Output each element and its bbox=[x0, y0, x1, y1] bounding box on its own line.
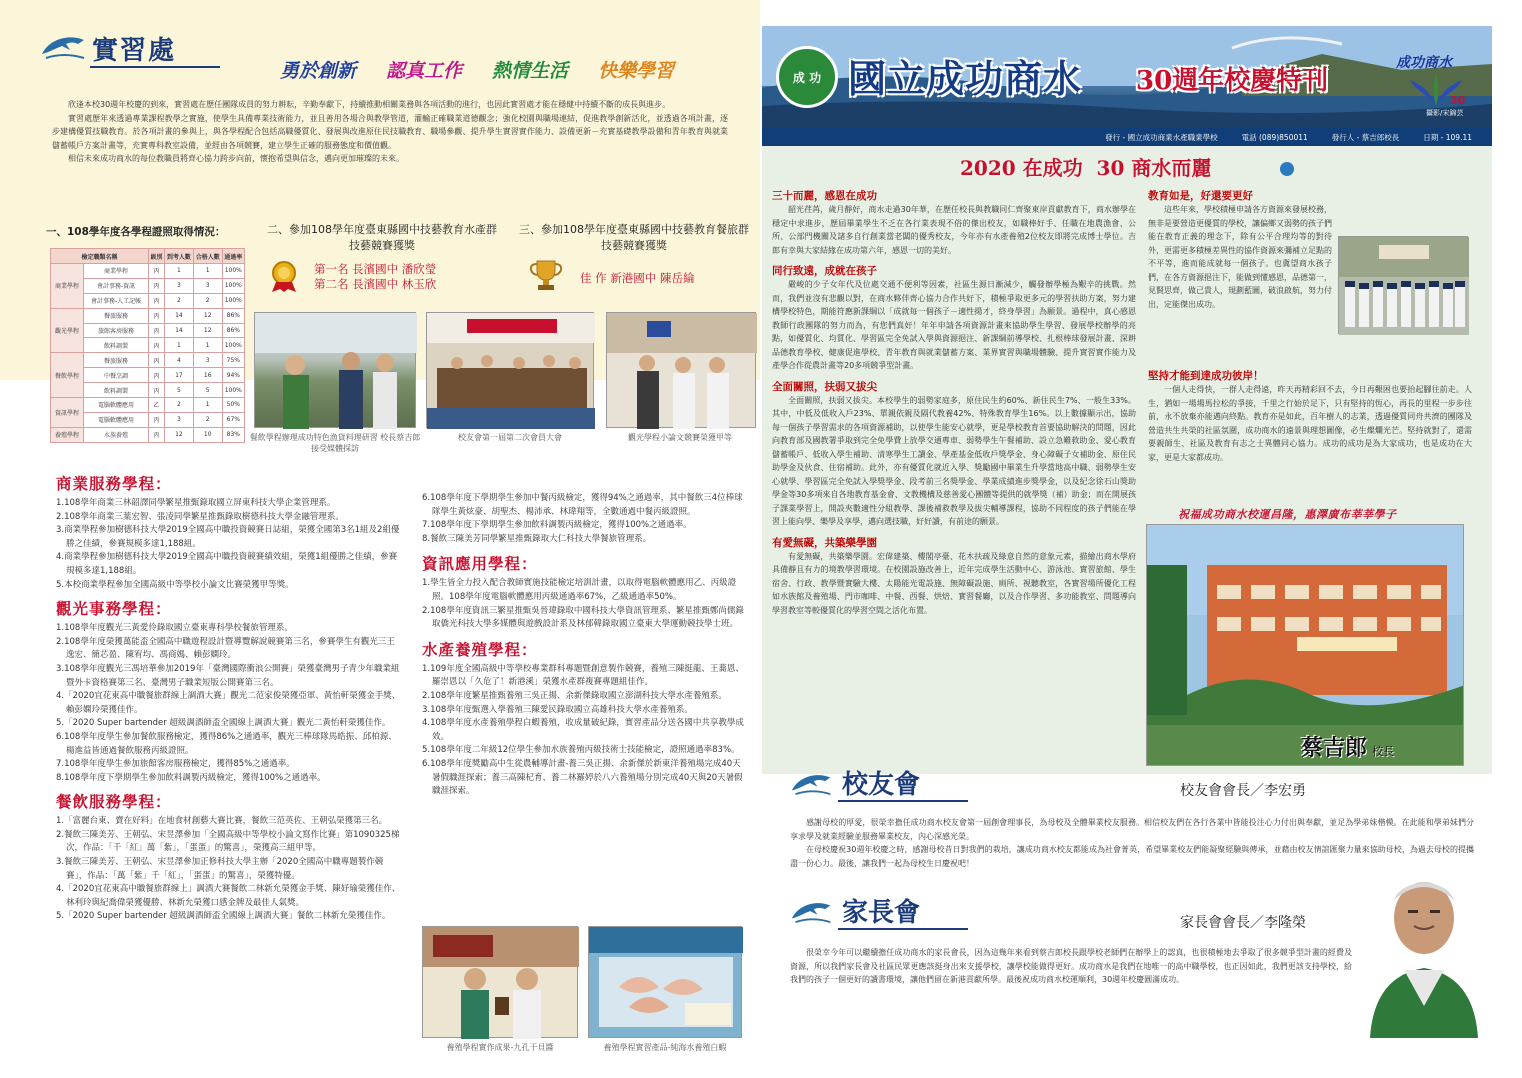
table-cell: 1 bbox=[165, 264, 194, 279]
emblem-text: 成功商水 bbox=[1396, 55, 1452, 71]
table-cell: 飲料調製 bbox=[84, 338, 149, 353]
table-cell: 丙 bbox=[149, 323, 165, 338]
date: 日期 - 109.11 bbox=[1423, 132, 1472, 142]
intro-paragraph-1: 欣逢本校30週年校慶的到來，實習處在歷任團隊成員的努力耕耘，辛勤奉獻下，持續推動相關業務與各項活動的進行，也因此實習處才能在穩健中持續不斷的成長與進步。 bbox=[68, 100, 671, 109]
feature-column-3 bbox=[1148, 368, 1472, 464]
table-row bbox=[51, 427, 245, 442]
table-cell: 丙 bbox=[149, 412, 165, 427]
practice-office-title-block bbox=[40, 30, 200, 70]
table-cell: 86% bbox=[222, 308, 244, 323]
slogan-3: 熱情生活 bbox=[492, 60, 569, 82]
cert-col-header: 到考人數 bbox=[165, 249, 194, 264]
alumni-title-block bbox=[790, 764, 970, 806]
feature-section-title: 三十而麗，感恩在成功 bbox=[772, 190, 877, 202]
parents-title: 家長會 bbox=[842, 898, 921, 928]
cert-col-header: 檢定職類名稱 bbox=[51, 249, 149, 264]
table-cell: 100% bbox=[222, 338, 244, 353]
info-title: 資訊應用學程： bbox=[422, 555, 538, 574]
parents-chair: 家長會會長／李隆榮 bbox=[1180, 915, 1306, 931]
slogans bbox=[280, 56, 720, 86]
competition3-heading: 三、參加108學年度臺東縣國中技藝教育餐旅群技藝競賽獲獎 bbox=[519, 223, 749, 252]
table-cell: 2 bbox=[165, 398, 194, 413]
table-cell: 50% bbox=[222, 398, 244, 413]
cert-col-header: 合格人數 bbox=[193, 249, 222, 264]
masthead bbox=[762, 26, 1492, 128]
table-cell: 餐飲學程 bbox=[51, 353, 84, 398]
cert-table-body bbox=[51, 264, 245, 443]
phone: 電話 (089)850011 bbox=[1241, 132, 1308, 142]
competition2-heading: 二、參加108學年度臺東縣國中技藝教育水產群技藝競賽獲獎 bbox=[267, 223, 497, 252]
feature-section-body: 有愛無礙，共築樂學園。宏偉建築、樓閣亭臺、花木扶疏及綠意自然的意象元素，描繪出商水學府具備靜且有力的境教學習環境。在校園設施改善上，近年完成學生活動中心、游泳池、實習旅館、學生宿舍、行政、教學暨實驗大樓、太陽能光電設施、無障礙設施、廁所、視聽教室，各實習場所優化工程如水族館及養殖場、門市咖啡、中餐、西餐、烘焙、實習餐廳，以及合作學習、多功能教室、問題導向學習教室等較優質化的學習空間之活化布置。 bbox=[772, 551, 1136, 615]
masthead-subtitle: 30週年校慶特刊 bbox=[1136, 66, 1329, 96]
table-cell: 水族養殖 bbox=[84, 427, 149, 442]
table-cell: 餐旅服務 bbox=[84, 308, 149, 323]
wave-icon bbox=[1280, 162, 1294, 176]
table-row bbox=[51, 398, 245, 413]
list-item: 5.「2020 Super bartender 超級調酒師盃全國線上調酒大賽」觀光二黃怡軒榮獲佳作。 bbox=[56, 718, 391, 729]
table-cell: 旅館客房服務 bbox=[84, 323, 149, 338]
table-cell: 3 bbox=[165, 412, 194, 427]
masthead-title: 國立成功商水 bbox=[848, 56, 1083, 101]
issuer: 發行人 - 蔡吉郎校長 bbox=[1331, 132, 1400, 142]
feature-section-body: 這些年來，學校積極申請各方資源來發展校務，無非是要營造更優質的學校，讓偏鄉又弱勢的孩子們能在教育正義的理念下，除有公平合理均等的對待外，更需更多積極差異性的協作資源來彌補立足點的不平等，進而能成就每一個孩子。也冀望商水孩子們，在各方資源挹注下，能做到懂感恩，品德第一，見賢思齊，做己貴人，規劃藍圖，破浪啟航，努力付出，定能傑出成功。 bbox=[1148, 205, 1332, 309]
dolphin-icon bbox=[790, 898, 834, 926]
feature-section-title: 全面關照，扶弱又拔尖 bbox=[772, 380, 877, 393]
cup-icon bbox=[528, 258, 564, 292]
list-item: 1.108學年度觀光三黃愛伶錄取國立臺東專科學校餐旅管理系。 bbox=[56, 623, 293, 634]
table-cell: 2 bbox=[193, 293, 222, 308]
table-cell: 1 bbox=[193, 398, 222, 413]
practice-office-intro bbox=[52, 98, 728, 166]
table-cell: 3 bbox=[193, 278, 222, 293]
feature-column-2 bbox=[1148, 188, 1332, 311]
cert-col-header: 級別 bbox=[149, 249, 165, 264]
award-line: 第二名 長濱國中 林玉欣 bbox=[314, 277, 437, 291]
photo-school-building bbox=[1146, 524, 1464, 766]
photo-credit: 攝影/宋錦芸 bbox=[1426, 109, 1464, 117]
table-cell: 丙 bbox=[149, 308, 165, 323]
table-cell: 16 bbox=[193, 368, 222, 383]
list-item: 6.108學年度獎勵高中生從農輔導計畫-養三吳正揚、余新傑於新東洋養殖場完成40天暑假職涯探索；養三高陳杞育、養二林羅婷於八六養殖場分別完成40天與20天暑假職涯探索。 bbox=[422, 758, 743, 797]
competition3-awards bbox=[580, 270, 694, 286]
table-cell: 電腦軟體應用 bbox=[84, 412, 149, 427]
list-item: 1.108學年商業三林韶譯同學繁星推甄錄取國立屏東科技大學企業管理系。 bbox=[56, 498, 336, 508]
principal-name: 蔡吉郎 bbox=[1301, 735, 1368, 761]
list-item: 1.「富麗台東、賣在好料」在地食材創藝大賽比賽，餐飲三范英佐、王朝弘榮獲第三名。 bbox=[56, 816, 388, 827]
table-cell: 14 bbox=[165, 323, 194, 338]
table-cell: 3 bbox=[165, 278, 194, 293]
title-underline bbox=[838, 800, 968, 802]
table-cell: 17 bbox=[165, 368, 194, 383]
info-list bbox=[422, 577, 744, 631]
title-underline bbox=[838, 928, 968, 930]
table-cell: 12 bbox=[165, 427, 194, 442]
photo-baseball-team bbox=[1338, 236, 1468, 334]
award-line: 佳 作 新港國中 陳岳綸 bbox=[580, 271, 695, 285]
photo-white-shrimp bbox=[588, 926, 742, 1038]
table-cell: 丙 bbox=[149, 293, 165, 308]
table-cell: 乙 bbox=[149, 398, 165, 413]
photo-cooking-workshop bbox=[254, 312, 416, 428]
list-item: 5.「2020 Super bartender 超級調酒師盃全國線上調酒大賽」餐飲二林新允榮獲佳作。 bbox=[56, 911, 391, 922]
cert-col-header: 通過率 bbox=[222, 249, 244, 264]
cert-table-header bbox=[51, 249, 245, 264]
table-cell: 電腦軟體應用 bbox=[84, 398, 149, 413]
table-cell: 100% bbox=[222, 278, 244, 293]
table-cell: 丙 bbox=[149, 278, 165, 293]
programs-column-2 bbox=[422, 492, 744, 799]
table-cell: 10 bbox=[193, 427, 222, 442]
parents-paragraph: 很榮幸今年可以繼續擔任成功商水的家長會長，因為這幾年來看到蔡吉郎校長跟學校老師們在辦學上的認真，也很積極地去爭取了很多競爭型計畫的經費及資源，所以我們家長會及社區民眾更應該挺身出來支援學校，讓學校能做得更好。成功商水是我們在地唯一的高中職學校，也正因如此，我們更該支持學校，給我們的孩子一個更好的讀書環境，讓他們留在新港貢獻所學。最後祝成功商水校運順利，30週年校慶圓滿成功。 bbox=[790, 948, 1352, 984]
table-cell: 丙 bbox=[149, 427, 165, 442]
tourism-list bbox=[56, 622, 402, 785]
list-item: 4.108學年度水產養殖學程白蝦養殖，收成量破紀錄，實習產品分送各國中共享教學成效。 bbox=[422, 718, 744, 742]
anniversary-emblem bbox=[1392, 46, 1488, 122]
table-cell: 5 bbox=[193, 383, 222, 398]
practice-office-title: 實習處 bbox=[92, 36, 177, 66]
table-cell: 94% bbox=[222, 368, 244, 383]
table-cell: 養殖學程 bbox=[51, 427, 84, 442]
table-row bbox=[51, 308, 245, 323]
parents-body bbox=[790, 946, 1352, 987]
feature-section-title: 有愛無礙，共築樂學園 bbox=[772, 536, 877, 549]
list-item: 7.108學年度學生參加旅館客房服務檢定，獲得85%之通過率。 bbox=[56, 759, 295, 770]
catering-title: 餐飲服務學程： bbox=[56, 793, 172, 812]
principal-title: 校長 bbox=[1372, 745, 1395, 758]
feature-section-title: 教育如是，好還要更好 bbox=[1148, 190, 1253, 202]
list-item: 2.108學年度資訊三繁星推甄吳晉瑋錄取中國科技大學資訊管理系、繁星推甄鄭尚儒錄取僑光科技大學多媒體與遊戲設計系及林郁韓錄取國立臺東大學運動競技學士班。 bbox=[422, 605, 744, 630]
table-cell: 2 bbox=[193, 412, 222, 427]
feature-section-title: 同行致遠，成就在孩子 bbox=[772, 265, 877, 277]
list-item: 7.108學年度下學期學生參加飲料調製丙級檢定，獲得100%之通過率。 bbox=[422, 520, 692, 531]
slogan-4: 快樂學習 bbox=[598, 60, 675, 82]
table-cell: 餐旅服務 bbox=[84, 353, 149, 368]
competition2-awards bbox=[314, 262, 436, 292]
school-logo-text: 成 功 bbox=[792, 70, 822, 85]
table-cell: 2 bbox=[165, 293, 194, 308]
table-cell: 會計事務-人工記帳 bbox=[84, 293, 149, 308]
alumni-title: 校友會 bbox=[842, 770, 921, 800]
table-cell: 86% bbox=[222, 323, 244, 338]
table-cell: 100% bbox=[222, 264, 244, 279]
table-cell: 1 bbox=[193, 264, 222, 279]
feature-section-body: 全面關照，扶弱又拔尖。本校學生的弱勢家庭多，原住民生約60%、新住民生7%、一般生33%。其中，中低及低收入戶23%、單親依親及隔代教養42%、特殊教育學生16%。以上數據顯示出，協助每一個孩子學習需求的各項資源補助，以使學生能安心就學，更是學校教育首要協助解決的問題，因此向教育部及國教署爭取到完全免學費上放學交通專車、弱勢學生午餐補助、設立急難救助金、愛心教育儲蓄帳戶、低收入學生補助、清寒學生工讀金、學產基金低收戶獎學金、身心障礙子女補助金、原住民助學金及伙食、住宿補助。此外，亦有優質化就近入學、獎勵國中畢業生升學當地高中職、弱勢學生安心就學、學習區完全免試入學獎學金、段考前三名獎學金、學業成績進步獎學金，以及紀念徐石山獎助學金等30多項來自各地教育基金會、文教機構及慈善愛心團體等提供的就學獎（補）助金；而在開展孩子課業學習上，開設夾數適性分組教學、課後補救教學及拔尖輔導課程，協助不同程度的孩子們能在學習上能向學、樂學及享學，邁向選技職，好好讀，有前途的願景。 bbox=[772, 395, 1136, 526]
table-cell: 飲料調製 bbox=[84, 383, 149, 398]
feature-column-1 bbox=[772, 188, 1136, 617]
photo-parents-chair bbox=[1360, 866, 1486, 1038]
table-cell: 3 bbox=[193, 353, 222, 368]
list-item: 1.109年度全國高級中等學校專業群科專題暨創意製作競賽，養殖三陳挺龍、王蕎恩、羅崇恩以「久危了！新港溪」榮獲水產群複賽專題組佳作。 bbox=[422, 663, 744, 688]
table-cell: 資訊學程 bbox=[51, 398, 84, 428]
slogan-2: 認真工作 bbox=[386, 60, 463, 82]
table-cell: 67% bbox=[222, 412, 244, 427]
caption-essay-award: 觀光學程小論文競賽榮獲甲等 bbox=[628, 433, 732, 442]
table-cell: 中餐烹調 bbox=[84, 368, 149, 383]
list-item: 1.學生皆全力投入配合教師實施技能檢定培訓計畫，以取得電腦軟體應用乙、丙級證照。108學年度電腦軟體應用丙級通過率67%，乙級通過率50%。 bbox=[422, 578, 737, 602]
table-cell: 12 bbox=[193, 308, 222, 323]
list-item: 8.餐飲三陳美芳同學繁星推甄錄取大仁科技大學餐旅管理系。 bbox=[422, 533, 652, 544]
title-underline bbox=[90, 66, 220, 68]
catering-list bbox=[56, 815, 402, 924]
list-item: 5.本校商業學程參加全國高級中等學校小論文比賽榮獲甲等獎。 bbox=[56, 579, 294, 590]
table-row bbox=[51, 264, 245, 279]
table-cell: 商業學程 bbox=[84, 264, 149, 279]
dolphin-icon bbox=[790, 770, 834, 798]
business-title: 商業服務學程： bbox=[56, 475, 172, 493]
list-item: 4.商業學程參加樹德科技大學2019全國高中職投資競賽績效組，榮獲1組優勝之佳績，參賽規模多達1,188組。 bbox=[56, 552, 398, 576]
programs-column-1 bbox=[56, 472, 402, 924]
blessing: 祝福成功商水校運昌隆，惠澤廣布莘莘學子 bbox=[1178, 508, 1397, 521]
table-cell: 會計事務-資訊 bbox=[84, 278, 149, 293]
table-cell: 1 bbox=[193, 338, 222, 353]
table-cell: 觀光學程 bbox=[51, 308, 84, 353]
feature-section-body: 一個人走得快，一群人走得遠，昨天再精彩回不去，今日再艱困也要抬起腳往前走。人生，猶如一場場馬拉松的爭接，千里之行始於足下，只有堅持的恆心，再長的里程一步步往前，永不放棄亦能邁向終點。教育亦是如此，百年樹人的志業，透過優質同舟共濟的團隊及營造共生共榮的社區氛圍，成功商水的遠景與理想圖像，必生燦爛光芒。堅持就對了，還需要親師生、社區及教育有志之士異體同心協力。成功的成功是為大家成功，也是成功在大家，更是大家都成功。 bbox=[1148, 385, 1472, 462]
table-cell: 丙 bbox=[149, 368, 165, 383]
table-cell: 丙 bbox=[149, 353, 165, 368]
table-cell: 商業學程 bbox=[51, 264, 84, 309]
table-cell: 100% bbox=[222, 293, 244, 308]
photo-essay-award bbox=[606, 312, 756, 428]
table-cell: 1 bbox=[165, 338, 194, 353]
parents-title-block bbox=[790, 892, 970, 934]
table-cell: 100% bbox=[222, 383, 244, 398]
table-cell: 5 bbox=[165, 383, 194, 398]
caption-alumni-meeting: 校友會第一屆第二次會員大會 bbox=[458, 433, 562, 442]
feature-headline: 2020 在成功 30 商水而麗 bbox=[960, 156, 1212, 180]
list-item: 4.「2020宜花東高中職餐旅群線上」調酒大賽餐飲二林新允榮獲金手獎、陳妤瑜榮獲佳作、林利玲與紀喬偉榮獲優勝、林新允榮獲口感金牌及最佳人氣獎。 bbox=[56, 884, 401, 908]
table-cell: 75% bbox=[222, 353, 244, 368]
list-item: 4.「2020宜花東高中職餐旅群線上調酒大賽」觀光二范家俊榮獲亞軍、黃怡軒榮獲金手獎、賴彭嫻玲榮獲佳作。 bbox=[56, 691, 401, 715]
list-item: 2.108學年度繁星推甄養殖三吳正揚、余新傑錄取國立澎湖科技大學水產養殖系。 bbox=[422, 690, 727, 701]
table-cell: 丙 bbox=[149, 383, 165, 398]
caption-scallop-sauce: 養殖學程實作成果-九孔干貝醬 bbox=[446, 1043, 554, 1052]
business-list bbox=[56, 497, 402, 592]
feature-section-body: 嚴峻的少子女年代及位處交通不便利等因素，社區生源日漸減少，觸發辦學極為艱辛的挑戰。然而，我們並沒有悲觀以對，在商水夥伴齊心協力合作共好下，積極爭取更多元的學習扶助方案，努力建構學校特色，期能符應新課綱以「成就每一個孩子－適性揚才，終身學習」為願景。過程中，真心感恩教師行政團隊的努力而為，有您們真好！年年申請各項資源計畫來協助學生學習、發展學校辦學的亮點，如優質化、均質化、學習區完全免試入學與資源挹注、新課綱前導學校、扎根棒球發展計畫、深耕品德教育學校、健康促進學校、青年教育與就業儲蓄方案、業界實習與職場體驗、提升實習實作能力及產學合作從農計畫等20多項競爭型計畫。 bbox=[772, 280, 1136, 370]
alumni-body bbox=[790, 816, 1474, 870]
caption-cooking-workshop: 餐飲學程辦理成功特色漁貨料理研習 校長蔡吉郎接受媒體採訪 bbox=[249, 433, 421, 453]
slogan-1: 勇於創新 bbox=[280, 60, 357, 82]
cert-table bbox=[50, 248, 245, 443]
table-cell: 丙 bbox=[149, 264, 165, 279]
dolphin-icon bbox=[40, 32, 88, 62]
list-item: 3.108學年度觀光三馮培華參加2019年「臺灣國際衝浪公開賽」榮獲臺灣男子青少年職業組暨外卡資格賽第三名、臺灣男子職業短版公開賽第三名。 bbox=[56, 663, 400, 688]
table-cell: 14 bbox=[165, 308, 194, 323]
feature-section-title: 堅持才能到達成功彼岸！ bbox=[1148, 370, 1264, 382]
photo-scallop-sauce bbox=[422, 926, 578, 1038]
intro-paragraph-3: 相信未來成功商水的每位教職員將齊心協力跨步向前，懷抱希望與信念，邁向更加璀璨的未來。 bbox=[68, 154, 404, 163]
publisher: 發行 - 國立成功商業水產職業學校 bbox=[1105, 132, 1218, 142]
list-item: 6.108學年度下學期學生參加中餐丙級檢定，獲得94%之通過率，其中餐飲三4位棒球隊學生黃炫豪、胡聖杰、楊沛承、林瑋翔等，全數通過中餐丙級證照。 bbox=[422, 493, 743, 517]
masthead-info-bar bbox=[762, 128, 1492, 146]
table-cell: 丙 bbox=[149, 338, 165, 353]
list-item: 6.108學年度學生參加餐飲服務檢定，獲得86%之通過率，觀光三棒球隊馬皓振、邱柏源、楊進益皆通過餐飲服務丙級證照。 bbox=[56, 731, 397, 756]
principal-signature bbox=[1301, 731, 1394, 762]
caption-white-shrimp: 養殖學程實習產品-純海水養殖白蝦 bbox=[603, 1043, 727, 1052]
table-cell: 83% bbox=[222, 427, 244, 442]
list-item: 3.108學年度甄選入學養殖三陳愛民錄取國立高雄科技大學水產養殖系。 bbox=[422, 704, 693, 715]
intro-paragraph-2: 實習處歷年來透過專業課程教學之實施，使學生具備專業技術能力，並且善用各場合與教學管道，灌輸正確職業道德觀念；強化校園與職場連結，促進教學創新活化，並透過各項計畫，逐步建構優質技職教育。於各項計畫的參與上，與各學程配合包括高職優質化、發展與改進原住民技職教育、職場參觀、提升學生實習實作能力、設備更新－充實基礎教學設備和青年教育與就業儲蓄帳戶方案計畫等，充實專科教室設備，並經由各項競賽，建立學生正確的服務態度和價值觀。 bbox=[52, 113, 728, 150]
tourism-title: 觀光事務學程： bbox=[56, 600, 172, 619]
school-logo bbox=[776, 46, 838, 108]
table-row bbox=[51, 353, 245, 368]
table-cell: 4 bbox=[165, 353, 194, 368]
list-item: 2.108學年度榮獲萬能盃全國高中職遊程設計暨導覽解說競賽第三名，參賽學生有觀光三王逸宏、簡芯盈、陳宥均、馮商媽、賴彭嫻玲。 bbox=[56, 636, 395, 661]
list-item: 8.108學年度下學期學生參加飲料調製丙級檢定，獲得100%之通過率。 bbox=[56, 772, 326, 783]
catering-cont-list bbox=[422, 492, 744, 546]
aqua-list bbox=[422, 663, 744, 799]
alumni-chair: 校友會會長／李宏勇 bbox=[1180, 783, 1306, 799]
list-item: 2.108學年商業三葉宏智、張凌同學繁星推甄錄取樹德科技大學金融管理系。 bbox=[56, 511, 344, 522]
photo-alumni-meeting bbox=[426, 312, 594, 428]
trophy-icon bbox=[266, 258, 302, 294]
table-cell: 12 bbox=[193, 323, 222, 338]
alumni-paragraph: 在母校慶祝30週年校慶之時，感謝母校昔日對我們的栽培，讓成功商水校友都能成為社會菁英，希望畢業校友們能凝聚經驗與傳承，並藉由校友情誼匯聚力量來協助母校，為過去母校的提攜盡一份心力。最後，讓我們一起為母校生日慶祝吧！ bbox=[790, 845, 1474, 868]
emblem-num: 30 bbox=[1450, 94, 1466, 107]
alumni-paragraph: 感謝母校的厚愛，很榮幸擔任成功商水校友會第一屆創會理事長，為母校及全體畢業校友服務。相信校友們在各行各業中皆能投注心力付出與奉獻，並足為學弟妹楷模。在此能和學弟妹們分享求學及就業經驗並服務畢業校友，內心深感光榮。 bbox=[790, 818, 1474, 841]
cert-heading: 一、108學年度各學程證照取得情況： bbox=[46, 226, 226, 238]
list-item: 5.108學年度二年級12位學生參加水族養殖丙級技術士技能檢定，證照通過率83%。 bbox=[422, 745, 740, 756]
award-line: 第一名 長濱國中 潘欣瑩 bbox=[314, 262, 437, 276]
list-item: 3.餐飲三陳美芳、王朝弘、宋昱澤參加正修科技大學主辦「2020全國高中職專題製作競賽」，作品：「萬「紫」千「紅」，「蛋蛋」的驚喜」，榮獲特優。 bbox=[56, 857, 384, 881]
list-item: 2.餐飲三陳美芳、王朝弘、宋昱澤參加「全國高級中等學校小論文寫作比賽」第1090325梯次，作品：「千「紅」萬「紫」，「蛋蛋」的驚喜」，榮獲高三組甲等。 bbox=[56, 829, 400, 854]
aqua-title: 水產養殖學程： bbox=[422, 640, 538, 659]
feature-section-body: 韶光荏苒，歲月靜好，商水走過30年華，在歷任校長與教職同仁齊聚東岸貢獻教育下，商水辦學在穩定中求進步，歷屆畢業學生不乏在各行業表現不俗的傑出校友，如職棒好手、任職在地農漁會、公所、公部門機關及諸多自行創業當老闆的優秀校友，今年亦有水產養殖2位校友即將完成博士學位。吉郎有幸與大家結緣在成功第六年，感恩一切的美好。 bbox=[772, 205, 1136, 255]
list-item: 3.商業學程參加樹德科技大學2019全國高中職投資競賽日誌組，榮獲全國第3名1組及2組優勝之佳績，參賽規模多達1,188組。 bbox=[56, 525, 400, 549]
